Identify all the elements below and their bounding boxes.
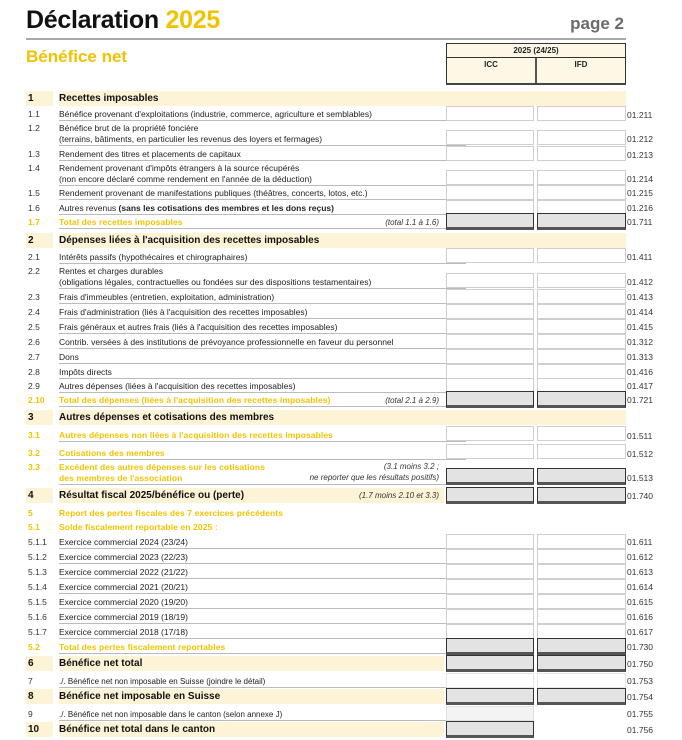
icc-input-01.313[interactable] — [446, 349, 534, 364]
field-code: 01.754 — [627, 692, 653, 702]
row-label — [59, 203, 466, 215]
ifd-input-01.413[interactable] — [537, 289, 626, 304]
row-label: Bénéfice brut de la propriété foncière — [59, 123, 199, 133]
label-bold: (sans les cotisations des membres et les dons reçus) — [118, 203, 334, 213]
icc-total-01.711 — [446, 213, 534, 230]
row-number: 2.4 — [28, 307, 40, 317]
row-number: 7 — [28, 676, 33, 686]
row-number: 1.4 — [28, 163, 40, 173]
row-label: Report des pertes fiscales des 7 exercices précédents — [59, 508, 284, 518]
icc-input-01.215[interactable] — [446, 185, 534, 200]
row-label: Exercice commercial 2024 (23/24) — [59, 537, 466, 549]
row-label-line2: (obligations légales, contractuelles ou fondées sur des dispositions testamentaires) — [59, 277, 466, 289]
row-label: Rendement des titres et placements de capitaux — [59, 149, 466, 161]
field-code: 01.615 — [627, 597, 653, 607]
row-label: Exercice commercial 2019 (18/19) — [59, 612, 466, 624]
ifd-input-01.613[interactable] — [537, 564, 626, 579]
field-code: 01.216 — [627, 203, 653, 213]
icc-input-01.753[interactable] — [446, 673, 534, 688]
icc-input-01.412[interactable] — [446, 273, 534, 288]
icc-input-01.214[interactable] — [446, 170, 534, 185]
icc-total-01.756 — [446, 721, 534, 738]
row-label: Frais d'administration (liés à l'acquisition des recettes imposables) — [59, 307, 466, 319]
field-code: 01.414 — [627, 307, 653, 317]
icc-input-01.755[interactable] — [446, 706, 534, 721]
ifd-total-01.721 — [537, 391, 626, 408]
ifd-input-01.616[interactable] — [537, 609, 626, 624]
ifd-input-01.211[interactable] — [537, 106, 626, 121]
field-code: 01.413 — [627, 292, 653, 302]
icc-total-01.513 — [446, 468, 534, 485]
title-year: 2025 — [165, 6, 220, 34]
field-code: 01.215 — [627, 188, 653, 198]
field-code: 01.214 — [627, 174, 653, 184]
icc-input-01.416[interactable] — [446, 364, 534, 379]
row-label: Rendement provenant d'impôts étrangers à la source récupérés — [59, 163, 300, 173]
row-note: (3.1 moins 3.2 ; — [383, 462, 439, 471]
row-label: Frais d'immeubles (entretien, exploitation, administration) — [59, 292, 466, 304]
ifd-input-01.614[interactable] — [537, 579, 626, 594]
icc-input-01.211[interactable] — [446, 106, 534, 121]
icc-input-01.511[interactable] — [446, 426, 534, 441]
row-number: 3 — [28, 412, 34, 423]
row-number: 1.6 — [28, 203, 40, 213]
ifd-input-01.615[interactable] — [537, 594, 626, 609]
ifd-input-01.214[interactable] — [537, 170, 626, 185]
row-number: 8 — [28, 691, 34, 702]
row-label: Exercice commercial 2018 (17/18) — [59, 627, 466, 639]
row-number: 1.1 — [28, 109, 40, 119]
row-label: Autres dépenses et cotisations des membres — [59, 412, 275, 423]
row-label: Rendement provenant de manifestations publiques (théâtres, concerts, lotos, etc.) — [59, 188, 466, 200]
row-number: 1.3 — [28, 149, 40, 159]
row-number: 2.6 — [28, 337, 40, 347]
icc-input-01.612[interactable] — [446, 549, 534, 564]
ifd-input-01.617[interactable] — [537, 624, 626, 639]
row-label-line2: (terrains, bâtiments, en particulier les revenus des loyers et fermages) — [59, 134, 466, 146]
field-code: 01.312 — [627, 337, 653, 347]
row-label: Total des pertes fiscalement reportables — [59, 642, 466, 654]
row-label: Frais généraux et autres frais (liés à l'acquisition des recettes imposables) — [59, 322, 466, 334]
row-label: Intérêts passifs (hypothécaires et chirographaires) — [59, 252, 466, 264]
row-number: 2.8 — [28, 367, 40, 377]
row-number: 5.1.4 — [28, 582, 47, 592]
row-label: Bénéfice net imposable en Suisse — [59, 691, 221, 702]
icc-total-01.754 — [446, 688, 534, 705]
column-header — [446, 43, 626, 84]
field-code: 01.411 — [627, 252, 653, 262]
row-note-line2: ne reporter que les résultats positifs) — [309, 473, 439, 482]
ifd-input-01.412[interactable] — [537, 273, 626, 288]
ifd-input-01.612[interactable] — [537, 549, 626, 564]
field-code: 01.711 — [627, 217, 653, 227]
row-label: Impôts directs — [59, 367, 466, 379]
row-label: Total des recettes imposables — [59, 217, 466, 229]
icc-input-01.413[interactable] — [446, 289, 534, 304]
row-note: (total 2.1 à 2.9) — [385, 396, 439, 405]
row-number: 2.2 — [28, 266, 40, 276]
field-code: 01.755 — [627, 709, 653, 719]
field-code: 01.611 — [627, 537, 653, 547]
row-number: 3.1 — [28, 430, 40, 440]
row-label: ./. Bénéfice net non imposable dans le canton (selon annexe J) — [59, 709, 466, 721]
row-label: Total des dépenses (liées à l'acquisition des recettes imposables) — [59, 395, 466, 407]
row-number: 2.7 — [28, 352, 40, 362]
row-label: Dons — [59, 352, 466, 364]
field-code: 01.756 — [627, 725, 653, 735]
field-code: 01.412 — [627, 277, 653, 287]
row-label: Résultat fiscal 2025/bénéfice ou (perte) — [59, 490, 245, 501]
icc-input-01.611[interactable] — [446, 534, 534, 549]
ifd-total-01.750 — [537, 655, 626, 672]
row-number: 4 — [28, 490, 34, 501]
icc-input-01.312[interactable] — [446, 334, 534, 349]
field-code: 01.612 — [627, 552, 653, 562]
row-number: 5.1.3 — [28, 567, 47, 577]
row-number: 3.2 — [28, 448, 40, 458]
row-label: Excédent des autres dépenses sur les cotisations — [59, 462, 266, 472]
row-label: Recettes imposables — [59, 93, 159, 104]
row-label: Rentes et charges durables — [59, 266, 163, 276]
row-label-line2: des membres de l'association — [59, 473, 466, 485]
row-number: 5.1.2 — [28, 552, 47, 562]
col-ifd-label: IFD — [574, 60, 588, 69]
ifd-input-01.212[interactable] — [537, 130, 626, 145]
icc-input-01.414[interactable] — [446, 304, 534, 319]
ifd-input-01.313[interactable] — [537, 349, 626, 364]
row-number: 2.3 — [28, 292, 40, 302]
label-normal: Autres revenus — [59, 203, 117, 213]
field-code: 01.721 — [627, 395, 653, 405]
field-code: 01.613 — [627, 567, 653, 577]
row-label: Exercice commercial 2021 (20/21) — [59, 582, 466, 594]
ifd-input-01.215[interactable] — [537, 185, 626, 200]
ifd-input-01.753[interactable] — [537, 673, 626, 688]
row-number: 2.1 — [28, 252, 40, 262]
ifd-total-01.730 — [537, 638, 626, 655]
ifd-input-01.512[interactable] — [537, 444, 626, 459]
ifd-total-01.740 — [537, 487, 626, 504]
row-number: 5.1 — [28, 522, 40, 532]
field-code: 01.740 — [627, 491, 653, 501]
col-icc-label: ICC — [447, 58, 537, 83]
page-number: page 2 — [570, 14, 624, 33]
row-label: Bénéfice net total dans le canton — [59, 724, 216, 735]
row-number: 1.2 — [28, 123, 40, 133]
field-code: 01.416 — [627, 367, 653, 377]
row-number: 5 — [28, 508, 33, 518]
row-label-line2: (non encore déclaré comme rendement en l'année de la déduction) — [59, 174, 466, 186]
field-code: 01.513 — [627, 473, 653, 483]
row-label: ./. Bénéfice net non imposable en Suisse (joindre le détail) — [59, 676, 466, 688]
ifd-input-01.415[interactable] — [537, 319, 626, 334]
icc-input-01.614[interactable] — [446, 579, 534, 594]
row-number: 3.3 — [28, 462, 40, 472]
ifd-input-01.312[interactable] — [537, 334, 626, 349]
row-number: 9 — [28, 709, 33, 719]
ifd-input-01.411[interactable] — [537, 248, 626, 263]
ifd-input-01.511[interactable] — [537, 426, 626, 441]
ifd-input-01.213[interactable] — [537, 146, 626, 161]
icc-input-01.411[interactable] — [446, 248, 534, 263]
row-label: Exercice commercial 2022 (21/22) — [59, 567, 466, 579]
field-code: 01.750 — [627, 659, 653, 669]
field-code: 01.213 — [627, 150, 653, 160]
field-code: 01.415 — [627, 322, 653, 332]
row-label: Exercice commercial 2023 (22/23) — [59, 552, 466, 564]
field-code: 01.730 — [627, 642, 653, 652]
period-label: 2025 (24/25) — [447, 44, 625, 58]
row-label: Dépenses liées à l'acquisition des recettes imposables — [59, 235, 320, 246]
field-code: 01.212 — [627, 134, 653, 144]
field-code: 01.616 — [627, 612, 653, 622]
section-title: Bénéfice net — [26, 47, 128, 66]
row-number: 5.1.7 — [28, 627, 47, 637]
icc-input-01.617[interactable] — [446, 624, 534, 639]
ifd-input-01.611[interactable] — [537, 534, 626, 549]
row-label: Solde fiscalement reportable en 2025 : — [59, 522, 218, 532]
header-divider — [26, 38, 626, 40]
row-number: 5.1.6 — [28, 612, 47, 622]
icc-input-01.616[interactable] — [446, 609, 534, 624]
page-title — [26, 6, 220, 35]
row-number: 6 — [28, 658, 34, 669]
row-number: 10 — [28, 724, 40, 735]
row-number: 1.7 — [28, 217, 40, 227]
row-label: Bénéfice net total — [59, 658, 143, 669]
icc-total-01.730 — [446, 638, 534, 655]
row-note: (total 1.1 à 1.6) — [385, 218, 439, 227]
icc-input-01.512[interactable] — [446, 444, 534, 459]
icc-input-01.615[interactable] — [446, 594, 534, 609]
icc-input-01.613[interactable] — [446, 564, 534, 579]
row-number: 2 — [28, 235, 34, 246]
ifd-input-01.416[interactable] — [537, 364, 626, 379]
row-number: 2.5 — [28, 322, 40, 332]
ifd-input-01.414[interactable] — [537, 304, 626, 319]
field-code: 01.211 — [627, 110, 653, 120]
row-number: 5.1.5 — [28, 597, 47, 607]
row-number: 1.5 — [28, 188, 40, 198]
icc-total-01.740 — [446, 487, 534, 504]
icc-input-01.212[interactable] — [446, 130, 534, 145]
icc-input-01.415[interactable] — [446, 319, 534, 334]
row-note: (1.7 moins 2.10 et 3.3) — [358, 491, 439, 500]
field-code: 01.417 — [627, 381, 653, 391]
field-code: 01.511 — [627, 431, 653, 441]
ifd-total-01.754 — [537, 688, 626, 705]
row-number: 5.1.1 — [28, 537, 47, 547]
field-code: 01.753 — [627, 676, 653, 686]
row-number: 5.2 — [28, 642, 40, 652]
field-code: 01.614 — [627, 582, 653, 592]
field-code: 01.617 — [627, 627, 653, 637]
row-number: 1 — [28, 93, 34, 104]
row-label: Cotisations des membres — [59, 448, 466, 460]
icc-total-01.750 — [446, 655, 534, 672]
field-code: 01.313 — [627, 352, 653, 362]
field-code: 01.512 — [627, 449, 653, 459]
icc-input-01.213[interactable] — [446, 146, 534, 161]
row-label: Contrib. versées à des institutions de prévoyance professionnelle en faveur du personnel — [59, 337, 466, 349]
ifd-total-01.711 — [537, 213, 626, 230]
row-label: Autres dépenses non liées à l'acquisition des recettes imposables — [59, 430, 466, 442]
row-number: 2.9 — [28, 381, 40, 391]
icc-total-01.721 — [446, 391, 534, 408]
row-label: Autres dépenses (liées à l'acquisition des recettes imposables) — [59, 381, 466, 393]
ifd-total-01.513 — [537, 468, 626, 485]
column-header-shadow — [446, 83, 626, 85]
title-text: Déclaration — [26, 6, 159, 34]
row-label: Bénéfice provenant d'exploitations (industrie, commerce, agriculture et semblables) — [59, 109, 466, 121]
row-number: 2.10 — [28, 395, 45, 405]
row-label: Exercice commercial 2020 (19/20) — [59, 597, 466, 609]
